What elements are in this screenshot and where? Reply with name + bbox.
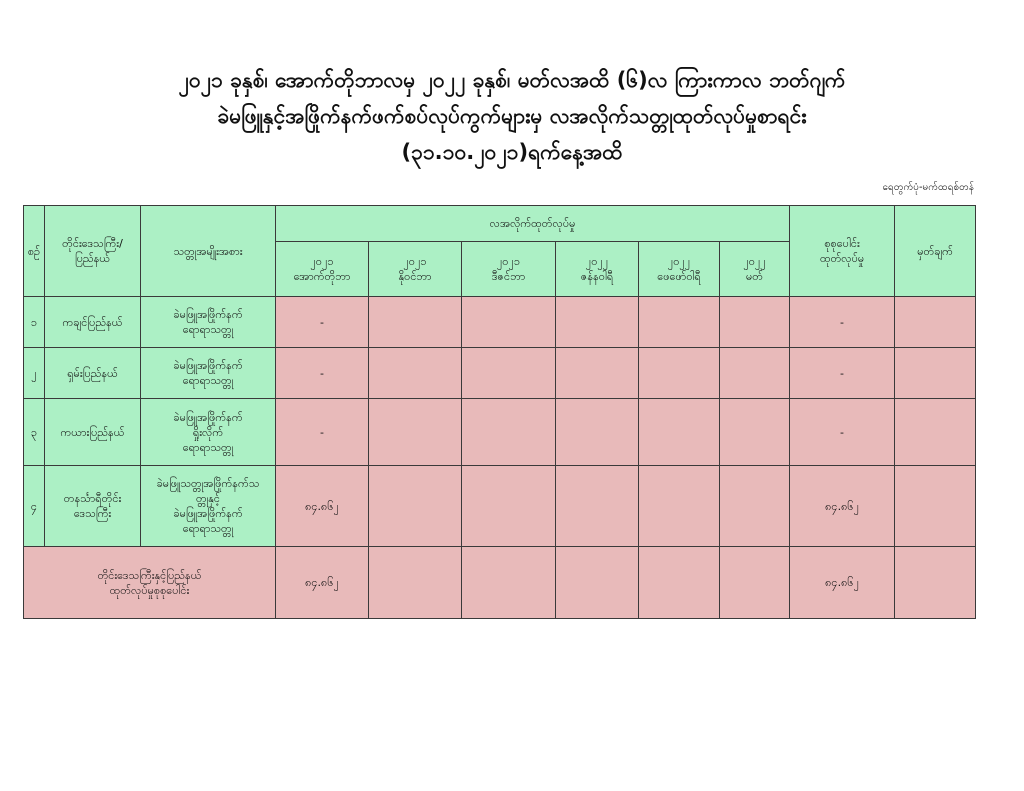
total-cell-feb xyxy=(639,547,720,619)
row-region-line: ကယားပြည်နယ် xyxy=(60,425,125,439)
total-cell-nov xyxy=(369,547,462,619)
title-line-3: (၃၁.၁၀.၂၀၂၁)ရက်နေ့အထိ xyxy=(401,140,623,164)
header-total-line1: စုစုပေါင်း xyxy=(824,237,860,250)
cell-dec xyxy=(462,297,556,348)
cell-nov xyxy=(369,466,462,547)
header-region-line1: တိုင်းဒေသကြီး/ xyxy=(62,237,123,250)
row-region-line: ဒေသကြီး xyxy=(73,507,112,520)
cell-oct: ၈၄.၈၆၂ xyxy=(276,466,369,547)
table-row xyxy=(24,399,976,466)
row-mineral-line: ခဲမဖြူအဖြိုက်နက် xyxy=(173,308,243,321)
cell-dec xyxy=(462,466,556,547)
row-region-line: ကချင်ပြည်နယ် xyxy=(62,315,123,329)
row-mineral-line: တ္တုနှင့် xyxy=(195,492,221,505)
header-mineral: သတ္တုအမျိုးအစား xyxy=(141,206,276,297)
cell-mar xyxy=(720,399,790,466)
cell-jan xyxy=(556,348,639,399)
cell-remark xyxy=(895,399,976,466)
cell-feb xyxy=(639,348,720,399)
total-cell-oct: ၈၄.၈၆၂ xyxy=(276,547,369,619)
cell-feb xyxy=(639,297,720,348)
header-month-feb xyxy=(639,242,720,297)
row-region xyxy=(45,348,141,399)
cell-oct: - xyxy=(276,348,369,399)
cell-remark xyxy=(895,466,976,547)
cell-mar xyxy=(720,297,790,348)
title-line-2: ခဲမဖြူနှင့်အဖြိုက်နက်ဖက်စပ်လုပ်ကွက်များမှ လအလိုက်သတ္တုထုတ်လုပ်မှုစာရင်း xyxy=(217,104,807,128)
row-no: ၁ xyxy=(24,297,45,348)
cell-remark xyxy=(895,297,976,348)
table-row xyxy=(24,466,976,547)
header-no: စဉ် xyxy=(24,206,45,297)
header-month-year: ၂၀၂၂ xyxy=(667,255,691,268)
cell-mar xyxy=(720,466,790,547)
table-row xyxy=(24,348,976,399)
row-no: ၄ xyxy=(24,466,45,547)
header-region xyxy=(45,206,141,297)
unit-label: ရေတွက်ပုံ-မက်ထရစ်တန် xyxy=(882,182,974,193)
row-region xyxy=(45,466,141,547)
cell-jan xyxy=(556,297,639,348)
cell-total: - xyxy=(790,399,895,466)
total-row xyxy=(24,547,976,619)
row-region xyxy=(45,399,141,466)
total-cell-mar xyxy=(720,547,790,619)
header-month-name: အောက်တိုဘာ xyxy=(293,270,351,283)
cell-total: - xyxy=(790,297,895,348)
row-mineral-line: ရောရာသတ္တု xyxy=(182,323,234,336)
cell-jan xyxy=(556,466,639,547)
header-region-line2: ပြည်နယ် xyxy=(74,252,111,265)
header-month-year: ၂၀၂၁ xyxy=(403,255,427,268)
cell-mar xyxy=(720,348,790,399)
header-month-name: ဒီဇင်ဘာ xyxy=(491,270,526,283)
row-mineral-line: ခဲမဖြူသတ္တုအဖြိုက်နက်သ xyxy=(156,477,260,490)
report-title xyxy=(0,62,1024,170)
row-mineral-line: ရောရာသတ္တု xyxy=(182,374,234,387)
row-region-line: တနင်္သာရီတိုင်း xyxy=(63,492,122,505)
total-cell-jan xyxy=(556,547,639,619)
row-mineral xyxy=(141,348,276,399)
row-mineral xyxy=(141,399,276,466)
cell-jan xyxy=(556,399,639,466)
table-row xyxy=(24,297,976,348)
header-month-name: ဖေဖော်ဝါရီ xyxy=(657,270,701,283)
header-total-line2: ထုတ်လုပ်မှု xyxy=(819,252,865,265)
row-mineral-line: ရောရာသတ္တု xyxy=(182,440,234,454)
cell-oct: - xyxy=(276,297,369,348)
row-no: ၃ xyxy=(24,399,45,466)
row-region-line: ရှမ်းပြည်နယ် xyxy=(67,366,118,380)
cell-oct: - xyxy=(276,399,369,466)
row-mineral-line: ရောရာသတ္တု xyxy=(182,522,234,535)
row-region xyxy=(45,297,141,348)
row-mineral-line: ခဲမဖြူအဖြိုက်နက် xyxy=(173,410,243,424)
production-table xyxy=(23,205,976,619)
header-month-year: ၂၀၂၂ xyxy=(585,255,609,268)
row-no: ၂ xyxy=(24,348,45,399)
header-total xyxy=(790,206,895,297)
header-month-year: ၂၀၂၁ xyxy=(496,255,521,268)
header-remark: မှတ်ချက် xyxy=(895,206,976,297)
row-mineral-line: ရှိုးလိုက် xyxy=(192,425,224,439)
total-cell-remark xyxy=(895,547,976,619)
cell-dec xyxy=(462,399,556,466)
cell-dec xyxy=(462,348,556,399)
cell-nov xyxy=(369,297,462,348)
header-month-jan xyxy=(556,242,639,297)
row-mineral-line: ခဲမဖြူအဖြိုက်နက် xyxy=(173,359,243,372)
cell-total: ၈၄.၈၆၂ xyxy=(790,466,895,547)
cell-feb xyxy=(639,399,720,466)
title-line-1: ၂၀၂၁ ခုနှစ်၊ အောက်တိုဘာလမှ ၂၀၂၂ ခုနှစ်၊ မတ်လအထိ (၆)လ ကြားကာလ ဘတ်ဂျက် xyxy=(178,68,846,92)
total-label-line1: တိုင်းဒေသကြီးနှင့်ပြည်နယ် xyxy=(97,568,202,582)
header-month-year: ၂၀၂၂ xyxy=(743,255,766,268)
header-month-oct xyxy=(276,242,369,297)
header-month-name: မတ် xyxy=(746,270,764,283)
header-month-year: ၂၀၂၁ xyxy=(310,255,334,268)
header-monthly-group: လအလိုက်ထုတ်လုပ်မှု xyxy=(276,206,790,242)
total-label-line2: ထုတ်လုပ်မှုစုစုပေါင်း xyxy=(109,583,190,597)
header-month-mar xyxy=(720,242,790,297)
header-month-name: နိုဝင်ဘာ xyxy=(398,270,432,283)
cell-total: - xyxy=(790,348,895,399)
total-cell-dec xyxy=(462,547,556,619)
cell-nov xyxy=(369,399,462,466)
row-mineral xyxy=(141,297,276,348)
header-month-name: ဇန်နဝါရီ xyxy=(580,270,614,283)
row-mineral-line: ခဲမဖြူအဖြိုက်နက် xyxy=(173,507,243,520)
cell-nov xyxy=(369,348,462,399)
total-label xyxy=(24,547,276,619)
header-month-nov xyxy=(369,242,462,297)
header-month-dec xyxy=(462,242,556,297)
cell-remark xyxy=(895,348,976,399)
row-mineral xyxy=(141,466,276,547)
cell-feb xyxy=(639,466,720,547)
total-cell-total: ၈၄.၈၆၂ xyxy=(790,547,895,619)
